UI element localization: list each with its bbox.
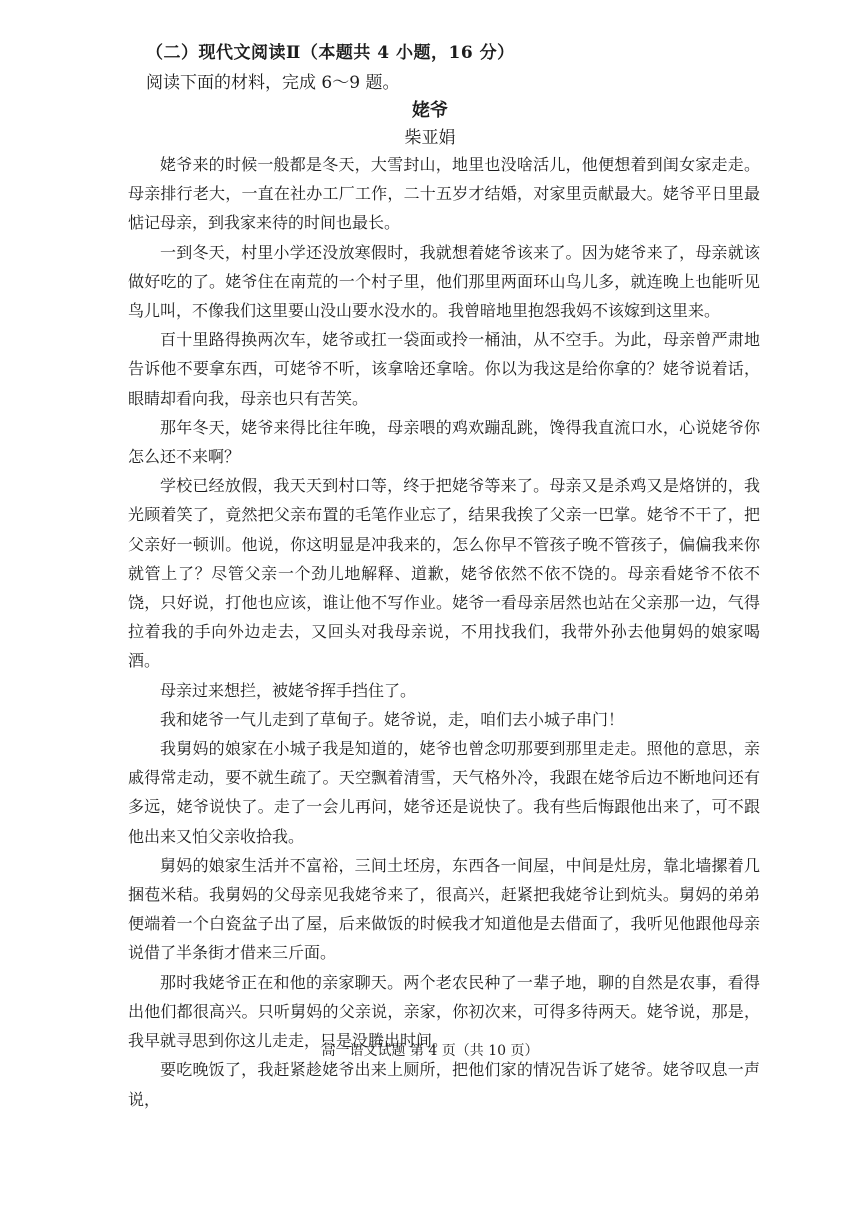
paragraph: 一到冬天，村里小学还没放寒假时，我就想着姥爷该来了。因为姥爷来了，母亲就该做好吃的了。姥爷住在南荒的一个村子里，他们那里两面环山鸟儿多，就连晚上也能听见鸟儿叫，不像我们这里要山没山要水没水的。我曾暗地里抱怨我妈不该嫁到这里来。	[128, 242, 760, 321]
article-author: 柴亚娟	[404, 128, 456, 148]
paragraph: 百十里路得换两次车，姥爷或扛一袋面或拎一桶油，从不空手。为此，母亲曾严肃地告诉他不要拿东西，可姥爷不听，该拿啥还拿啥。你以为我这是给你拿的？姥爷说着话，眼睛却看向我，母亲也只有苦笑。	[128, 330, 760, 408]
paragraph: 母亲过来想拦，被姥爷挥手挡住了。	[160, 680, 417, 700]
paragraph: 那年冬天，姥爷来得比往年晚，母亲喂的鸡欢蹦乱跳，馋得我直流口水，心说姥爷你怎么还不来啊？	[128, 417, 760, 467]
paragraph: 要吃晚饭了，我赶紧趁姥爷出来上厕所，把他们家的情况告诉了姥爷。姥爷叹息一声说，	[128, 1060, 760, 1109]
paragraph: 姥爷来的时候一般都是冬天，大雪封山，地里也没啥活儿，他便想着到闺女家走走。母亲排行老大，一直在社办工厂工作，二十五岁才结婚，对家里贡献最大。姥爷平日里最惦记母亲，到我家来待的时间也最长。	[128, 155, 760, 233]
paragraph: 那时我姥爷正在和他的亲家聊天。两个老农民种了一辈子地，聊的自然是农事，看得出他们都很高兴。只听舅妈的父亲说，亲家，你初次来，可得多待两天。姥爷说，那是，我早就寻思到你这儿走走，只是没腾出时间。	[128, 972, 760, 1051]
page-footer: 高一语文试题 第 4 页（共 10 页）	[321, 1043, 539, 1059]
paragraph: 学校已经放假，我天天到村口等，终于把姥爷等来了。母亲又是杀鸡又是烙饼的，我光顾着笑了，竟然把父亲布置的毛笔作业忘了，结果我挨了父亲一巴掌。姥爷不干了，把父亲好一顿训。他说，你这明显是冲我来的，怎么你早不管孩子晚不管孩子，偏偏我来你就管上了？尽管父亲一个劲儿地解释、道歉，姥爷依然不依不饶的。母亲看姥爷不依不饶，只好说，打他也应该，谁让他不写作业。姥爷一看母亲居然也站在父亲那一边，气得拉着我的手向外边走去，又回头对我母亲说，不用找我们，我带外孙去他舅妈的娘家喝酒。	[128, 476, 760, 671]
reading-instruction: 阅读下面的材料，完成 6～9 题。	[146, 73, 400, 93]
paragraph: 舅妈的娘家生活并不富裕，三间土坯房，东西各一间屋，中间是灶房，靠北墙摞着几捆苞米秸。我舅妈的父母亲见我姥爷来了，很高兴，赶紧把我姥爷让到炕头。舅妈的弟弟便端着一个白瓷盆子出了屋，后来做饭的时候我才知道他是去借面了，我听见他跟他母亲说借了半条街才借来三斤面。	[128, 855, 760, 963]
article-body	[128, 150, 760, 1114]
article-title: 姥爷	[412, 100, 448, 121]
paragraph: 我舅妈的娘家在小城子我是知道的，姥爷也曾念叨那要到那里走走。照他的意思，亲戚得常走动，要不就生疏了。天空飘着清雪，天气格外冷，我跟在姥爷后边不断地问还有多远，姥爷说快了。走了一会儿再问，姥爷还是说快了。我有些后悔跟他出来了，可不跟他出来又怕父亲收拾我。	[128, 739, 760, 846]
paragraph: 我和姥爷一气儿走到了草甸子。姥爷说，走，咱们去小城子串门！	[160, 709, 625, 729]
section-heading: （二）现代文阅读Ⅱ（本题共 4 小题，16 分）	[146, 43, 515, 63]
